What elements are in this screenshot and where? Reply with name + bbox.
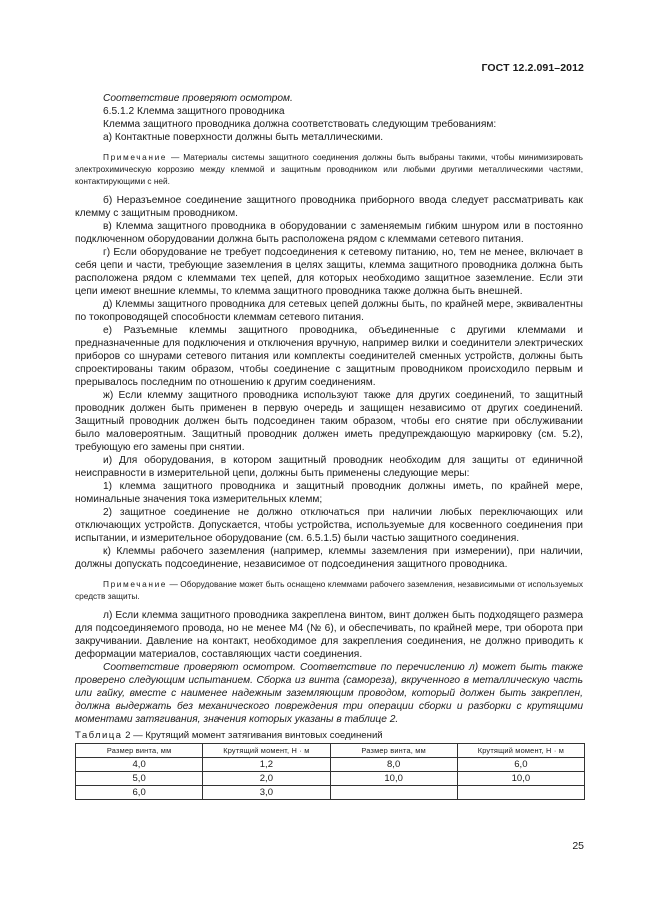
column-header: Размер винта, мм [76, 744, 203, 758]
paragraph: л) Если клемма защитного проводника закреплена винтом, винт должен быть подходящего размера для подсоединяемого провода, но не менее М4 (№ 6), и обеспечивать, по крайней мере, три оборота при закручивании. Давление на контакт, необходимое для закрепления соединения, не должно приводить к деформации материалов, составляющих части соединения. [75, 610, 583, 660]
page-content [75, 92, 583, 800]
paragraph: и) Для оборудования, в котором защитный проводник необходим для защиты от единичной неисправности в измерительной цепи, должны быть применены следующие меры: [75, 455, 583, 479]
table-cell: 10,0 [330, 772, 457, 786]
column-header: Крутящий момент, Н · м [203, 744, 330, 758]
table-cell: 5,0 [76, 772, 203, 786]
paragraph: е) Разъемные клеммы защитного проводника, объединенные с другими клеммами и предназначенные для подключения и отключения вручную, например вилки и соединители электрических приборов со шнурами сетевого питания или комплекты соединителей сменных устройств, должны быть спроектированы таким образом, чтобы соединение с защитным проводником происходило первым и прерывалось последним по отношению к другим соединениям. [75, 325, 583, 388]
table-cell: 1,2 [203, 758, 330, 772]
paragraph: в) Клемма защитного проводника в оборудовании с заменяемым гибким шнуром или в постоянно подключенном оборудовании должна быть расположена рядом с клеммами сетевого питания. [75, 221, 583, 245]
table-caption-label: Таблица [75, 730, 123, 741]
paragraph: Клемма защитного проводника должна соответствовать следующим требованиям: [103, 119, 497, 130]
table-cell: 6,0 [76, 786, 203, 800]
torque-table [75, 743, 585, 800]
table-caption [75, 730, 583, 742]
column-header: Размер винта, мм [330, 744, 457, 758]
table-cell: 3,0 [203, 786, 330, 800]
paragraph: ж) Если клемму защитного проводника используют также для других соединений, то защитный проводник должен быть применен в первую очередь и защищен независимо от других соединений. Защитный проводник должен быть подсоединен таким образом, чтобы его снятие при обслуживании было маловероятным. Защитный проводник должен иметь предупреждающую маркировку (см. 5.2), требующую его замены при снятии. [75, 390, 583, 453]
note-text: — Оборудование может быть оснащено клеммами рабочего заземления, независимыми от используемых средств защиты. [75, 579, 583, 601]
table-row [76, 758, 585, 772]
compliance-paragraph: Соответствие проверяют осмотром. Соответствие по перечислению л) может быть также проверено следующим испытанием. Сборка из винта (самореза), вкрученного в металлическую часть или гайку, вместе с наименее надежным заземляющим проводом, который должен быть закреплен, должна выдержать без механического повреждения три операции сборки и разборки с крутящими моментами затягивания, значения которых указаны в таблице 2. [75, 662, 583, 725]
table-cell [457, 786, 584, 800]
note [75, 578, 583, 602]
table-cell: 4,0 [76, 758, 203, 772]
table-row [76, 786, 585, 800]
note-label: Примечание [103, 152, 168, 162]
note [75, 151, 583, 187]
section-heading: 6.5.1.2 Клемма защитного проводника [103, 106, 285, 117]
table-header-row [76, 744, 585, 758]
table-cell [330, 786, 457, 800]
note-text: — Материалы системы защитного соединения должны быть выбраны такими, чтобы минимизировать электрохимическую коррозию между клеммой и защитным проводником или любыми другими металлическими частями, контактирующими с ней. [75, 152, 583, 186]
note-label: Примечание [103, 579, 168, 589]
paragraph: 1) клемма защитного проводника и защитный проводник должны иметь, по крайней мере, номинальные значения тока измерительных клемм; [75, 481, 583, 505]
page-number: 25 [572, 840, 584, 852]
table-caption-text: 2 — Крутящий момент затягивания винтовых соединений [122, 730, 383, 741]
table-cell: 6,0 [457, 758, 584, 772]
paragraph: 2) защитное соединение не должно отключаться при наличии любых переключающих или отключающих устройств. Допускается, чтобы устройства, используемые для косвенного соединения при испытании, и измерительное оборудование (см. 6.5.1.5) были частью защитного соединения. [75, 507, 583, 544]
paragraph: д) Клеммы защитного проводника для сетевых цепей должны быть, по крайней мере, эквивалентны по токопроводящей способности клеммам сетевого питания. [75, 299, 583, 323]
paragraph: а) Контактные поверхности должны быть металлическими. [103, 132, 384, 143]
table-row [76, 772, 585, 786]
compliance-note: Соответствие проверяют осмотром. [103, 93, 293, 104]
paragraph: к) Клеммы рабочего заземления (например, клеммы заземления при измерении), при наличии, должны допускать подсоединение, независимое от подсоединения защитного проводника. [75, 546, 583, 570]
table-cell: 8,0 [330, 758, 457, 772]
paragraph: б) Неразъемное соединение защитного проводника приборного ввода следует рассматривать как клемму с защитным проводником. [75, 195, 583, 219]
table-cell: 2,0 [203, 772, 330, 786]
column-header: Крутящий момент, Н · м [457, 744, 584, 758]
paragraph: г) Если оборудование не требует подсоединения к сетевому питанию, но, тем не менее, включает в себя цепи и части, требующие заземления в целях защиты, клемма защитного проводника должна быть расположена рядом с клеммами тех цепей, для которых необходимо защитное заземление. Если эти цепи имеют внешние клеммы, то клемма защитного проводника также должна быть внешней. [75, 247, 583, 297]
table-cell: 10,0 [457, 772, 584, 786]
standard-code: ГОСТ 12.2.091–2012 [481, 62, 584, 74]
